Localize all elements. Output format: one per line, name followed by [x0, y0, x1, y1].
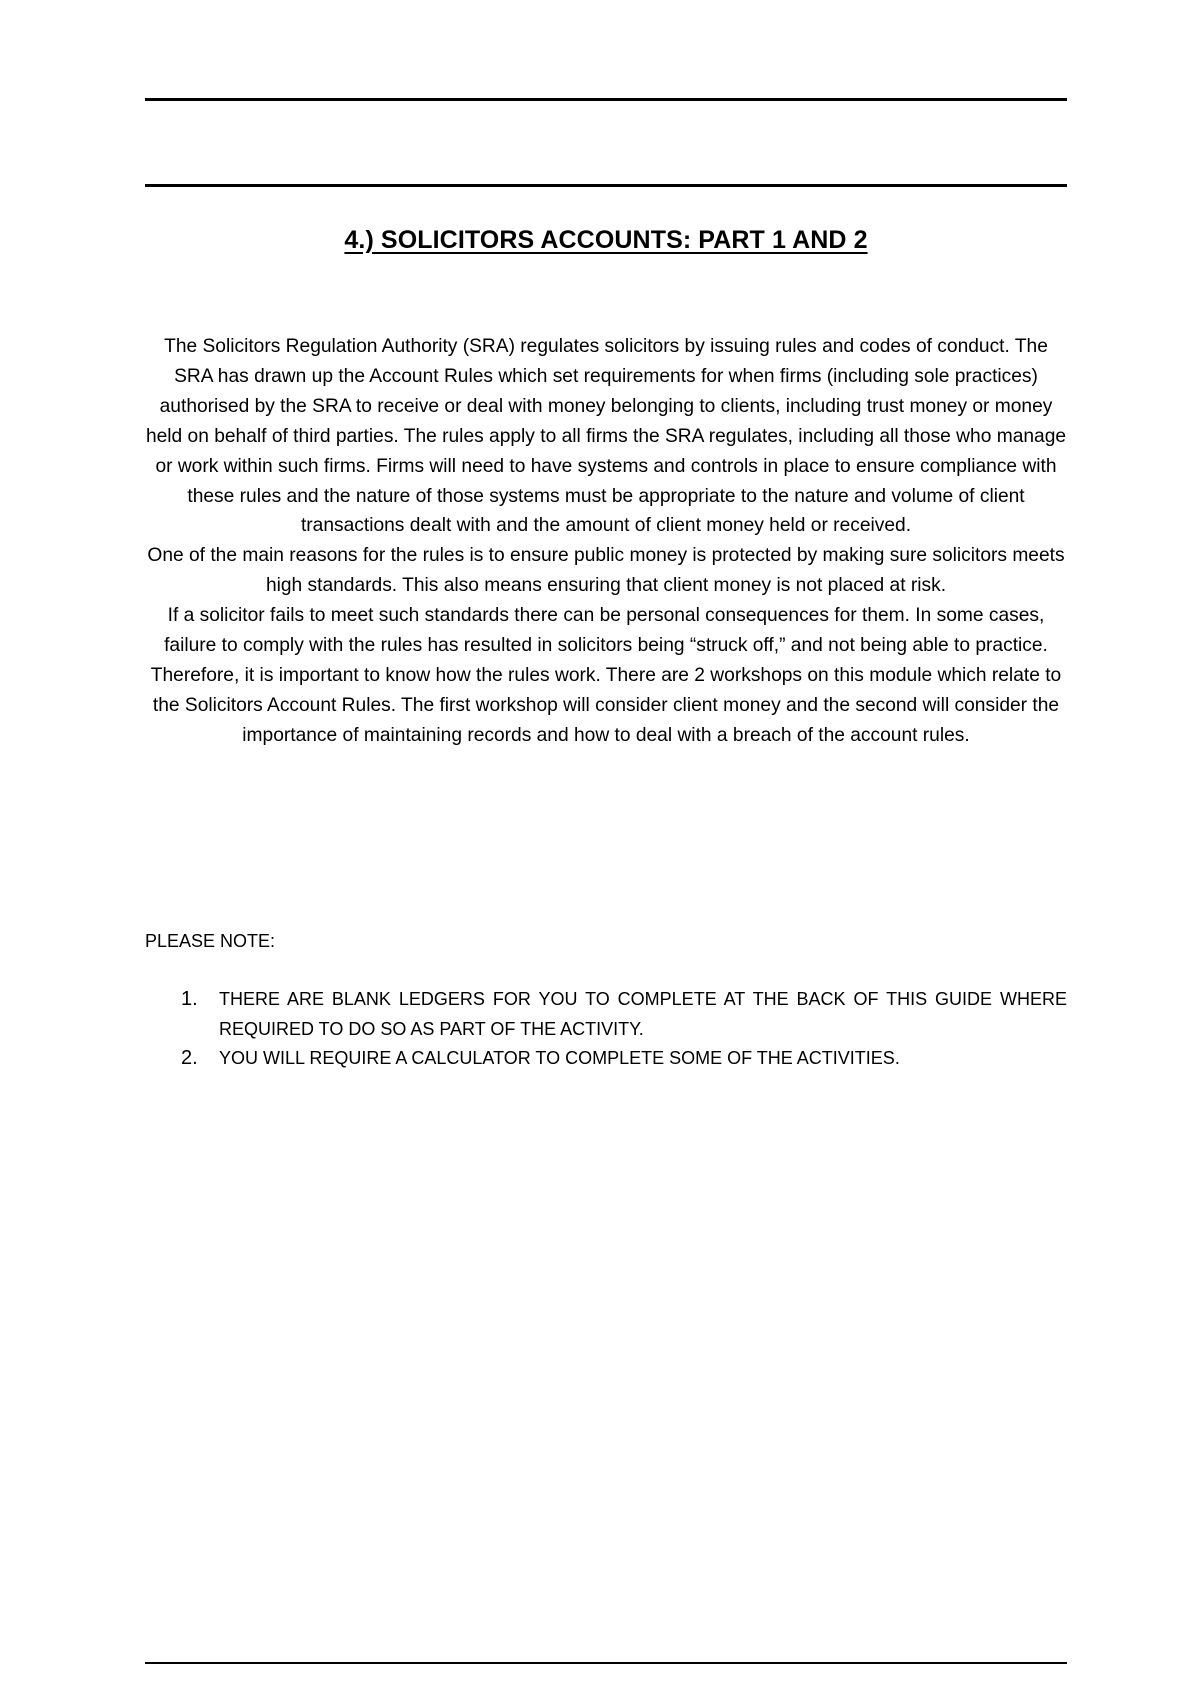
- note-list: [145, 985, 1067, 1074]
- note-item-number: 2.: [181, 1047, 198, 1069]
- note-item-number: 1.: [181, 988, 198, 1010]
- note-item-text: THERE ARE BLANK LEDGERS FOR YOU TO COMPLETE AT THE BACK OF THIS GUIDE WHERE REQUIRED TO DO SO AS PART OF THE ACTIVITY.: [219, 989, 1067, 1039]
- note-item: [145, 1044, 1067, 1074]
- footer-rule: [145, 1662, 1067, 1664]
- note-heading: PLEASE NOTE:: [145, 931, 276, 951]
- header-rule-bottom: [145, 184, 1067, 187]
- intro-paragraph-1: The Solicitors Regulation Authority (SRA) regulates solicitors by issuing rules and codes of conduct. The SRA has drawn up the Account Rules which set requirements for when firms (including sole practices) authorised by the SRA to receive or deal with money belonging to clients, including trust money or money held on behalf of third parties. The rules apply to all firms the SRA regulates, including all those who manage or work within such firms. Firms will need to have systems and controls in place to ensure compliance with these rules and the nature of those systems must be appropriate to the nature and volume of client transactions dealt with and the amount of client money held or received.: [145, 336, 1067, 537]
- intro-paragraph-2: One of the main reasons for the rules is to ensure public money is protected by making sure solicitors meets high standards. This also means ensuring that client money is not placed at risk.: [147, 545, 1065, 597]
- header-rule-top: [145, 98, 1067, 101]
- note-item: [145, 985, 1067, 1044]
- note-item-text: YOU WILL REQUIRE A CALCULATOR TO COMPLETE SOME OF THE ACTIVITIES.: [219, 1048, 900, 1068]
- page-title: 4.) SOLICITORS ACCOUNTS: PART 1 AND 2: [344, 226, 868, 254]
- intro-paragraph-3: If a solicitor fails to meet such standards there can be personal consequences for them. In some cases, failure to comply with the rules has resulted in solicitors being “struck off,” and not being able to practice. Therefore, it is important to know how the rules work. There are 2 workshops on this module which relate to the Solicitors Account Rules. The first workshop will consider client money and the second will consider the importance of maintaining records and how to deal with a breach of the account rules.: [150, 605, 1062, 746]
- intro-text: [145, 332, 1067, 751]
